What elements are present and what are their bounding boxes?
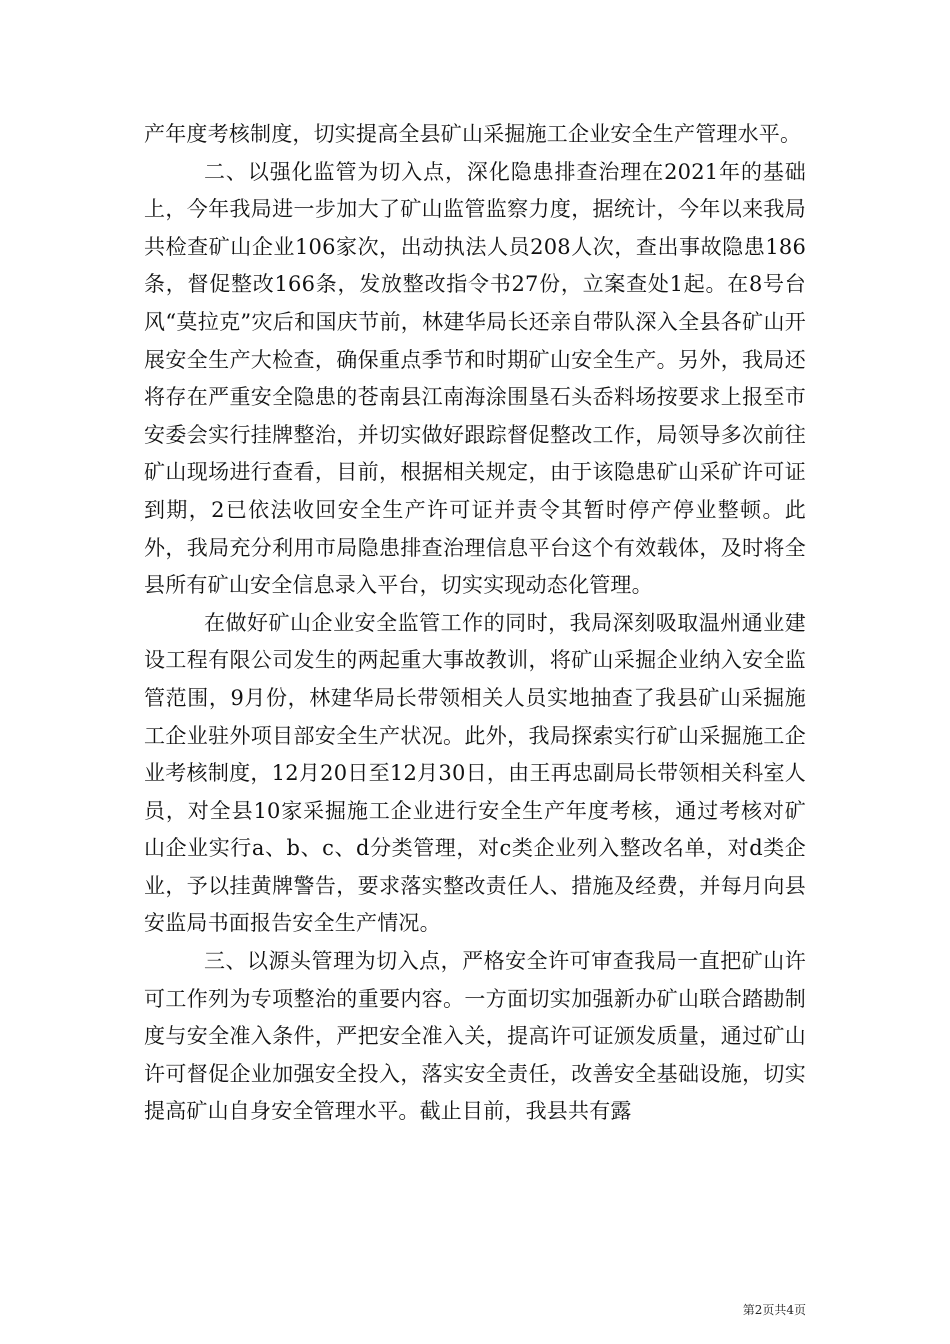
document-body <box>144 116 806 1131</box>
paragraph-section-three: 三、以源头管理为切入点，严格安全许可审查我局一直把矿山许可工作列为专项整治的重要内容。一方面切实加强新办矿山联合踏勘制度与安全准入条件，严把安全准入关，提高许可证颁发质量，通过矿山许可督促企业加强安全投入，落实安全责任，改善安全基础设施，切实提高矿山自身安全管理水平。截止目前，我县共有露 <box>144 949 806 1124</box>
paragraph-enterprise-supervision: 在做好矿山企业安全监管工作的同时，我局深刻吸取温州通业建设工程有限公司发生的两起重大事故教训，将矿山采掘企业纳入安全监管范围，9月份，林建华局长带领相关人员实地抽查了我县矿山采掘施工企业驻外项目部安全生产状况。此外，我局探索实行矿山采掘施工企业考核制度，12月20日至12月30日，由王再忠副局长带领相关科室人员，对全县10家采掘施工企业进行安全生产年度考核，通过考核对矿山企业实行a、b、c、d分类管理，对c类企业列入整改名单，对d类企业，予以挂黄牌警告，要求落实整改责任人、措施及经费，并每月向县安监局书面报告安全生产情况。 <box>144 610 806 936</box>
page-number: 第2页共4页 <box>742 1303 806 1317</box>
paragraph-section-two: 二、以强化监管为切入点，深化隐患排查治理在2021年的基础上，今年我局进一步加大了矿山监管监察力度，据统计，今年以来我局共检查矿山企业106家次，出动执法人员208人次，查出事故隐患186条，督促整改166条，发放整改指令书27份，立案查处1起。在8号台风“莫拉克”灾后和国庆节前，林建华局长还亲自带队深入全县各矿山开展安全生产大检查，确保重点季节和时期矿山安全生产。另外，我局还将存在严重安全隐患的苍南县江南海涂围垦石头岙料场按要求上报至市安委会实行挂牌整治，并切实做好跟踪督促整改工作，局领导多次前往矿山现场进行查看，目前，根据相关规定，由于该隐患矿山采矿许可证到期，2已依法收回安全生产许可证并责令其暂时停产停业整顿。此外，我局充分利用市局隐患排查治理信息平台这个有效载体，及时将全县所有矿山安全信息录入平台，切实实现动态化管理。 <box>144 159 806 598</box>
paragraph-continuation: 产年度考核制度，切实提高全县矿山采掘施工企业安全生产管理水平。 <box>144 122 802 146</box>
